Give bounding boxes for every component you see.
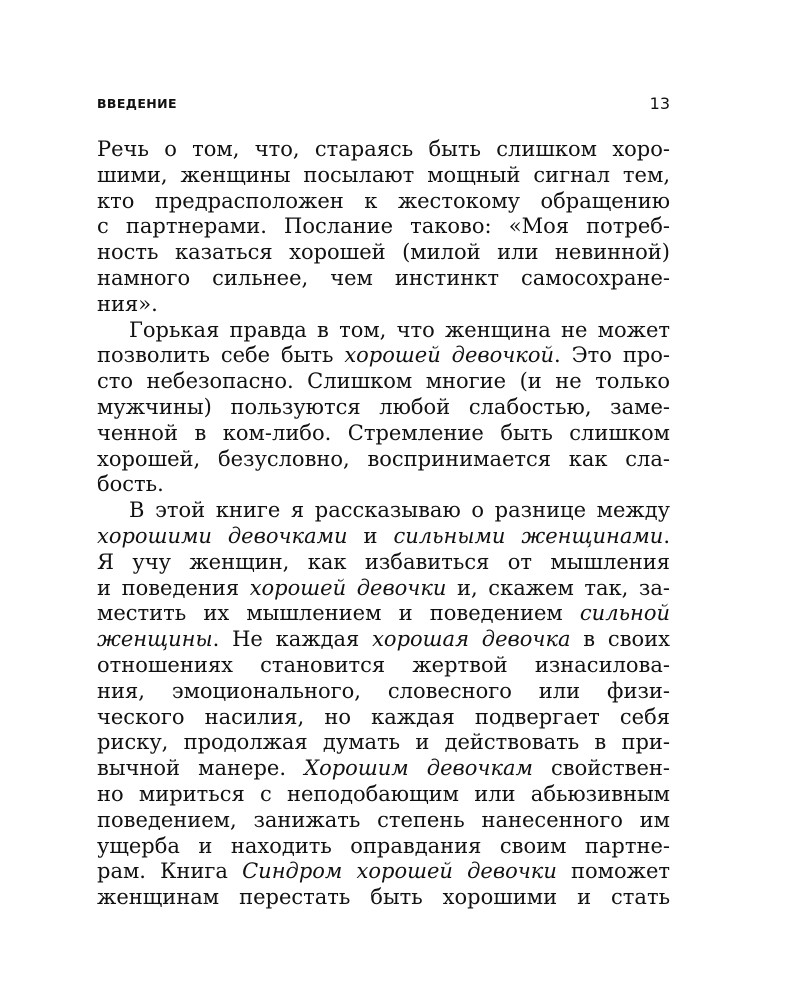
text-segment: кто предрасположен к жестокому обращению [97,188,670,213]
page-number: 13 [649,94,670,113]
text-line [97,498,670,524]
text-segment: ческого насилия, но каждая подвергает себя [97,704,670,729]
text-segment: и поведения [97,575,250,600]
text-segment: ния». [97,291,158,316]
text-segment: . Это про- [554,343,670,368]
text-segment: риску, продолжая думать и действовать в при- [97,730,670,755]
italic-text: женщины [97,627,213,652]
body-text [97,137,670,911]
text-segment: но мириться с неподобающим или абьюзивным [97,781,670,806]
text-line [97,782,670,808]
text-segment: . [663,523,670,548]
text-line [97,163,670,189]
italic-text: сильной [579,601,670,626]
text-line [97,601,670,627]
italic-text: Синдром хорошей девочки [242,859,557,884]
text-line [97,137,670,163]
text-segment: и, скажем так, за- [446,575,670,600]
text-line [97,318,670,344]
text-segment: мужчины) пользуются любой слабостью, заме- [97,394,670,419]
text-segment: сто небезопасно. Слишком многие (и не только [97,369,670,394]
text-segment: Я учу женщин, как избавиться от мышления [97,549,670,574]
text-line [97,653,670,679]
paragraph [97,137,670,318]
text-line [97,524,670,550]
text-segment: рам. Книга [97,859,243,884]
text-segment: отношениях становится жертвой изнасилова- [97,652,670,677]
text-segment: ность казаться хорошей (милой или невинной) [97,240,670,265]
text-segment: ущерба и находить оправдания своим партне- [97,833,670,858]
italic-text: хорошей девочкой [344,343,555,368]
text-segment: ния, эмоционального, словесного или физи- [97,678,670,703]
text-segment: позволить себе быть [97,343,345,368]
text-segment: намного сильнее, чем инстинкт самосохране- [97,265,670,290]
text-segment: шими, женщины посылают мощный сигнал тем, [97,162,670,187]
text-line [97,214,670,240]
text-segment: хорошей, безусловно, воспринимается как сла- [97,446,670,471]
text-line [97,705,670,731]
text-line [97,343,670,369]
text-line [97,834,670,860]
text-segment: и [347,523,394,548]
text-segment: женщинам перестать быть хорошими и стать [97,885,670,910]
paragraph [97,498,670,911]
text-segment: . Не каждая [212,627,373,652]
text-line [97,576,670,602]
text-line [97,240,670,266]
text-segment: местить их мышлением и поведением [97,601,580,626]
text-line [97,730,670,756]
text-line [97,627,670,653]
text-line [97,447,670,473]
italic-text: хорошей девочки [249,575,447,600]
text-segment: свойствен- [532,756,670,781]
text-line [97,756,670,782]
text-line [97,679,670,705]
text-segment: с партнерами. Послание таково: «Моя потреб- [97,214,670,239]
text-line [97,859,670,885]
text-segment: вычной манере. [97,756,305,781]
running-head [97,94,670,114]
text-line [97,808,670,834]
text-line [97,292,670,318]
italic-text: Хорошим девочкам [304,756,533,781]
text-segment: поведением, занижать степень нанесенного им [97,807,670,832]
paragraph [97,318,670,499]
text-segment: ченной в ком-либо. Стремление быть слишком [97,420,670,445]
text-line [97,885,670,911]
text-line [97,421,670,447]
text-line [97,550,670,576]
italic-text: хорошими девочками [97,523,348,548]
text-line [97,395,670,421]
text-segment: Речь о том, что, стараясь быть слишком хоро- [97,137,670,161]
text-segment: поможет [556,859,671,884]
text-line [97,472,670,498]
italic-text: хорошая девочка [372,627,571,652]
text-segment: в своих [570,627,670,652]
section-title: ВВЕДЕНИЕ [97,96,177,111]
text-segment: В этой книге я рассказываю о разнице между [129,498,670,523]
text-segment: Горькая правда в том, что женщина не может [129,317,670,342]
italic-text: сильными женщинами [393,523,664,548]
text-segment: бость. [97,472,164,497]
text-line [97,266,670,292]
text-line [97,189,670,215]
text-line [97,369,670,395]
